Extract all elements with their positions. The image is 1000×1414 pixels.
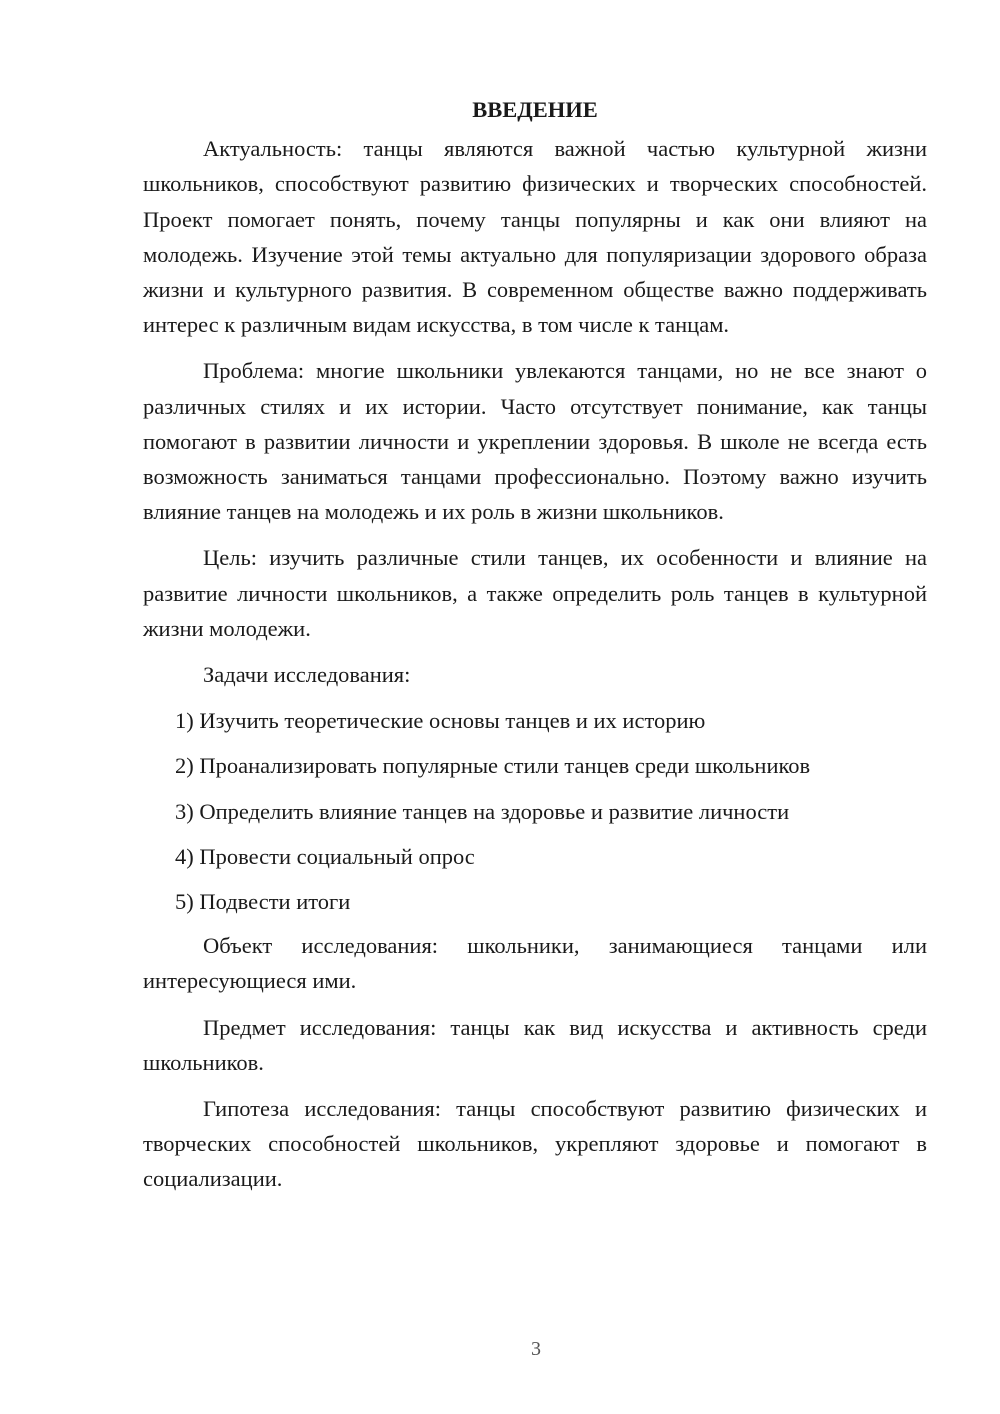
page-number: 3 (531, 1338, 541, 1360)
list-item: 5) Подвести итоги (175, 889, 351, 915)
hypothesis-paragraph: Гипотеза исследования: танцы способствуют развитию физических и творческих способностей школьников, укрепляют здоровье и помогают в социализации. (143, 1096, 927, 1192)
list-item: 3) Определить влияние танцев на здоровье и развитие личности (175, 798, 790, 824)
tasks-label: Задачи исследования: (203, 662, 411, 688)
tasks-list (143, 703, 927, 919)
list-item: 2) Проанализировать популярные стили танцев среди школьников (175, 753, 811, 779)
relevance-paragraph: Актуальность: танцы являются важной частью культурной жизни школьников, способствуют развитию физических и творческих способностей. Проект помогает понять, почему танцы популярны и как они влияют на молодежь. Изучение этой темы актуально для популяризации здорового образа жизни и культурного развития. В современном обществе важно поддерживать интерес к различным видам искусства, в том числе к танцам. (143, 136, 927, 338)
list-item: 4) Провести социальный опрос (175, 843, 475, 869)
list-item: 1) Изучить теоретические основы танцев и их историю (175, 708, 706, 734)
object-paragraph: Объект исследования: школьники, занимающиеся танцами или интересующиеся ими. (143, 933, 927, 994)
problem-paragraph: Проблема: многие школьники увлекаются танцами, но не все знают о различных стилях и их истории. Часто отсутствует понимание, как танцы помогают в развитии личности и укреплении здоровья. В школе не всегда есть возможность заниматься танцами профессионально. Поэтому важно изучить влияние танцев на молодежь и их роль в жизни школьников. (143, 358, 927, 525)
section-heading: ВВЕДЕНИЕ (472, 97, 598, 122)
page-content (143, 92, 927, 1208)
goal-paragraph: Цель: изучить различные стили танцев, их особенности и влияние на развитие личности школьников, а также определить роль танцев в культурной жизни молодежи. (143, 545, 927, 641)
subject-paragraph: Предмет исследования: танцы как вид искусства и активность среди школьников. (143, 1014, 927, 1075)
